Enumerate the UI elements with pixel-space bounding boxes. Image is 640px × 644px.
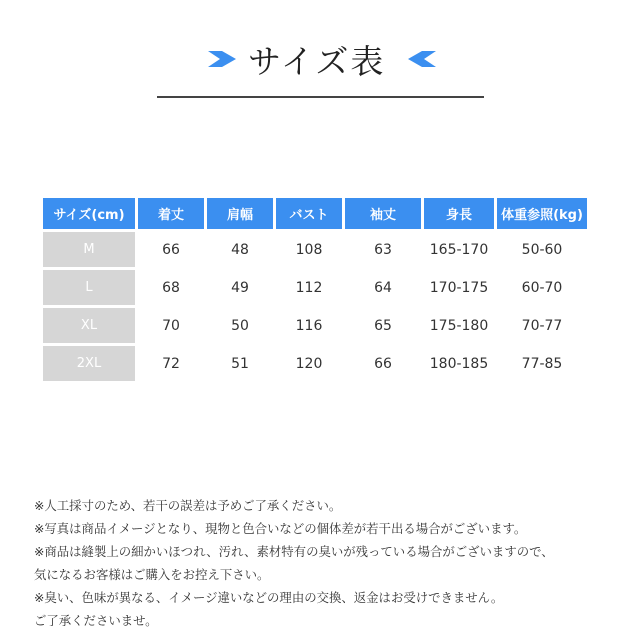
table-cell: 51 bbox=[231, 355, 249, 372]
header-height: 身長 bbox=[424, 198, 494, 229]
size-cell: 2XL bbox=[43, 346, 135, 381]
note-line: ご了承くださいませ。 bbox=[34, 613, 158, 628]
table-cell: 70-77 bbox=[521, 317, 563, 334]
table-cell: 116 bbox=[295, 317, 323, 334]
table-cell: 68 bbox=[162, 279, 180, 296]
title-area bbox=[0, 34, 640, 84]
size-cell: M bbox=[43, 232, 135, 267]
note-line: ※商品は縫製上の細かいほつれ、汚れ、素材特有の臭いが残っている場合がございますので、 bbox=[34, 544, 554, 559]
note-line: ※写真は商品イメージとなり、現物と色合いなどの個体差が若干出る場合がございます。 bbox=[34, 521, 527, 536]
size-table bbox=[40, 195, 590, 384]
table-cell: 165-170 bbox=[429, 241, 489, 258]
table-cell: 66 bbox=[374, 355, 392, 372]
header-shoulder: 肩幅 bbox=[207, 198, 273, 229]
header-weight: 体重参照(kg) bbox=[497, 198, 587, 229]
table-cell: 175-180 bbox=[429, 317, 489, 334]
chevron-left-icon bbox=[406, 48, 438, 70]
table-cell: 170-175 bbox=[429, 279, 489, 296]
table-row bbox=[43, 346, 587, 381]
table-cell: 64 bbox=[374, 279, 392, 296]
table-row bbox=[43, 232, 587, 267]
title-divider bbox=[157, 96, 484, 98]
table-cell: 108 bbox=[295, 241, 323, 258]
notes bbox=[34, 494, 634, 632]
table-cell: 77-85 bbox=[521, 355, 563, 372]
table-cell: 48 bbox=[231, 241, 249, 258]
table-cell: 180-185 bbox=[429, 355, 489, 372]
header-size: サイズ(cm) bbox=[43, 198, 135, 229]
header-bust: バスト bbox=[276, 198, 342, 229]
table-cell: 49 bbox=[231, 279, 249, 296]
table-header-row bbox=[43, 198, 587, 229]
table-cell: 63 bbox=[374, 241, 392, 258]
header-sleeve: 袖丈 bbox=[345, 198, 421, 229]
table-cell: 72 bbox=[162, 355, 180, 372]
chevron-right-icon bbox=[206, 48, 238, 70]
note-line: ※人工採寸のため、若干の誤差は予めご了承ください。 bbox=[34, 498, 342, 513]
size-cell: L bbox=[43, 270, 135, 305]
table-row bbox=[43, 308, 587, 343]
size-cell: XL bbox=[43, 308, 135, 343]
table-cell: 112 bbox=[295, 279, 323, 296]
table-cell: 120 bbox=[295, 355, 323, 372]
table-cell: 65 bbox=[374, 317, 392, 334]
header-length: 着丈 bbox=[138, 198, 204, 229]
table-row bbox=[43, 270, 587, 305]
table-cell: 50-60 bbox=[521, 241, 563, 258]
table-cell: 66 bbox=[162, 241, 180, 258]
table-cell: 60-70 bbox=[521, 279, 563, 296]
table-cell: 70 bbox=[162, 317, 180, 334]
note-line: 気になるお客様はご購入をお控え下さい。 bbox=[34, 567, 270, 582]
table-cell: 50 bbox=[231, 317, 249, 334]
page-title: サイズ表 bbox=[248, 42, 386, 81]
note-line: ※臭い、色味が異なる、イメージ違いなどの理由の交換、返金はお受けできません。 bbox=[34, 590, 504, 605]
